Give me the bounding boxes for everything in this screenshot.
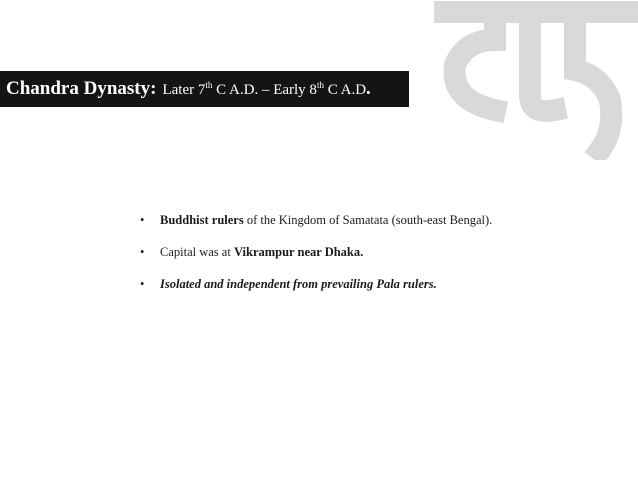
list-item: • Isolated and independent from prevailing Pala rulers. — [140, 277, 437, 291]
slide-title: Chandra Dynasty: — [6, 78, 157, 99]
bengali-watermark-graphic — [425, 0, 638, 160]
list-item: • Capital was at Vikrampur near Dhaka. — [140, 245, 364, 259]
bullet-icon: • — [140, 245, 145, 259]
list-item: • Buddhist rulers of the Kingdom of Samatata (south-east Bengal). — [140, 213, 493, 227]
bullet-list — [140, 211, 500, 307]
slide-subtitle: Later 7th C A.D. – Early 8th C A.D — [162, 79, 367, 98]
bullet-icon: • — [140, 213, 145, 227]
title-period: . — [366, 78, 371, 99]
slide-title-bar — [0, 71, 409, 107]
bullet-icon: • — [140, 277, 145, 291]
